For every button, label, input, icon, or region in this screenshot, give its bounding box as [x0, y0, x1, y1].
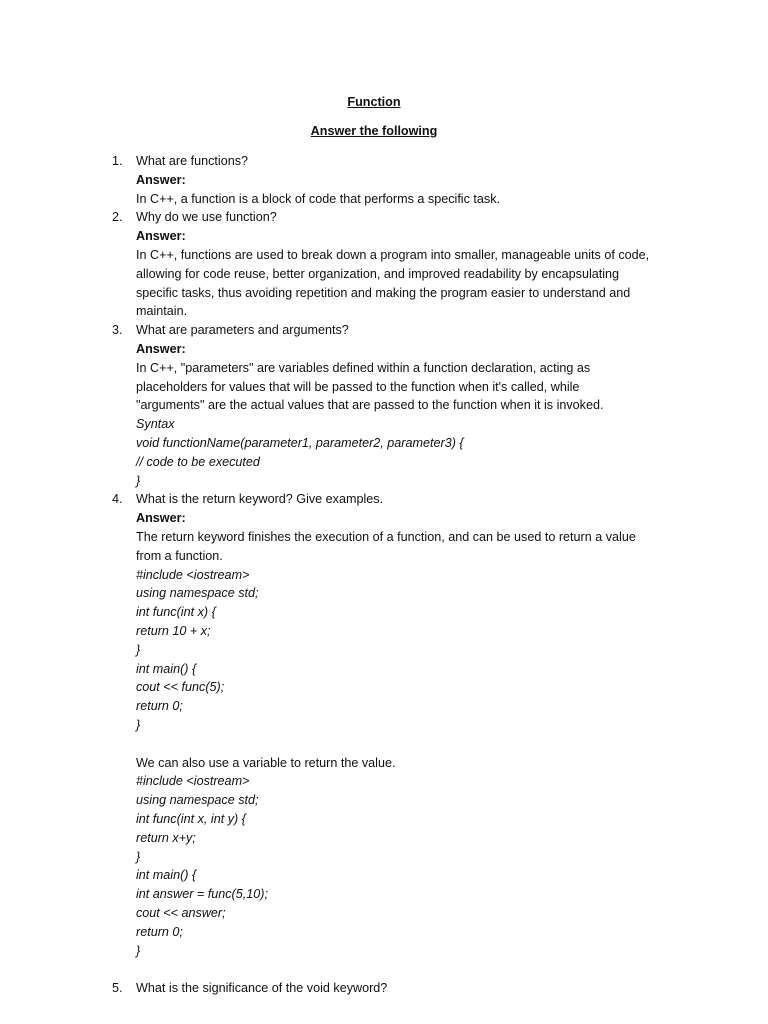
code-line: #include <iostream>: [136, 567, 250, 582]
answer-text: allowing for code reuse, better organization, and improved readability by encapsulating: [136, 266, 620, 281]
answer-text: specific tasks, thus avoiding repetition and making the program easier to understand and: [136, 285, 631, 300]
question-text: What is the significance of the void keyword?: [136, 981, 388, 996]
code-line: cout << answer;: [136, 906, 226, 920]
question-number: 3.: [112, 323, 123, 338]
code-line: using namespace std;: [136, 793, 259, 808]
code-line: }: [136, 943, 141, 958]
question-number: 4.: [112, 492, 123, 507]
question-number: 1.: [112, 154, 123, 168]
code-line: cout << func(5);: [136, 680, 225, 695]
answer-text: placeholders for values that will be passed to the function when it's called, while: [136, 379, 580, 394]
question-number: 2.: [112, 210, 123, 225]
code-line: return 10 + x;: [136, 624, 211, 638]
answer-text: In C++, "parameters" are variables defined within a function declaration, acting as: [136, 360, 591, 375]
question-text: What are functions?: [136, 154, 249, 168]
code-line: Syntax: [136, 417, 175, 432]
answer-text: In C++, a function is a block of code that performs a specific task.: [136, 191, 501, 206]
answer-label: Answer:: [136, 511, 186, 526]
code-line: // code to be executed: [136, 454, 260, 469]
code-line: using namespace std;: [136, 586, 259, 601]
document-subtitle: Answer the following: [310, 124, 438, 138]
answer-text: from a function.: [136, 548, 223, 563]
code-line: int main() {: [136, 868, 197, 883]
code-line: return 0;: [136, 699, 183, 714]
answer-text: "arguments" are the actual values that are passed to the function when it is invoked.: [136, 398, 604, 413]
question-text: What is the return keyword? Give examples.: [136, 492, 384, 507]
document-title: Function: [347, 95, 401, 109]
answer-text: We can also use a variable to return the value.: [136, 755, 396, 770]
code-line: }: [136, 718, 141, 732]
question-text: Why do we use function?: [136, 210, 277, 225]
code-line: int func(int x) {: [136, 605, 216, 620]
code-line: }: [136, 849, 141, 864]
code-line: #include <iostream>: [136, 774, 250, 789]
code-line: return 0;: [136, 924, 183, 939]
question-number: 5.: [112, 981, 123, 996]
answer-text: In C++, functions are used to break down a program into smaller, manageable units of code,: [136, 248, 650, 262]
code-line: int main() {: [136, 661, 197, 676]
code-line: int func(int x, int y) {: [136, 812, 246, 826]
answer-label: Answer:: [136, 229, 186, 244]
answer-label: Answer:: [136, 342, 186, 356]
answer-text: maintain.: [136, 304, 188, 319]
question-text: What are parameters and arguments?: [136, 323, 349, 338]
code-line: }: [136, 642, 141, 657]
code-line: }: [136, 473, 141, 488]
code-line: void functionName(parameter1, parameter2, parameter3) {: [136, 436, 464, 450]
code-line: int answer = func(5,10);: [136, 887, 268, 902]
code-line: return x+y;: [136, 830, 196, 845]
answer-text: The return keyword finishes the execution of a function, and can be used to return a value: [136, 530, 636, 544]
answer-label: Answer:: [136, 172, 186, 187]
